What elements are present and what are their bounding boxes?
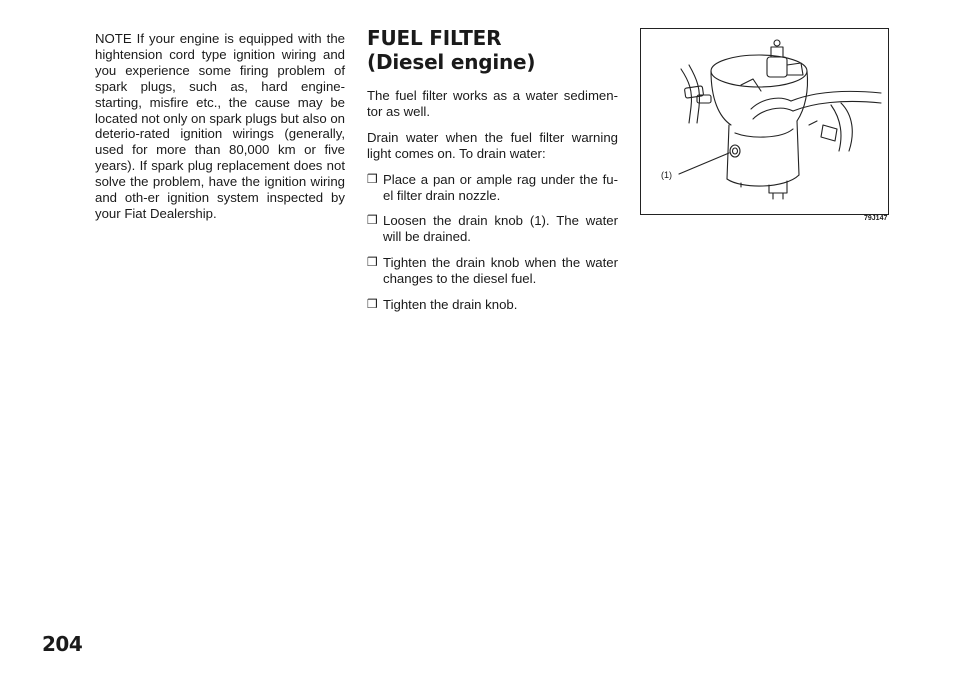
checkbox-bullet-icon: ❒ (367, 171, 378, 186)
fuel-filter-illustration-icon (641, 29, 888, 214)
drain-knob-callout: (1) (661, 170, 672, 180)
section-heading (367, 26, 618, 74)
checkbox-bullet-icon: ❒ (367, 213, 378, 228)
page-number: 204 (42, 632, 83, 656)
drain-step-text: Tighten the drain knob when the water changes to the diesel fuel. (383, 255, 618, 287)
section-title-line2: (Diesel engine) (367, 50, 536, 74)
checkbox-bullet-icon: ❒ (367, 255, 378, 270)
drain-intro-paragraph: Drain water when the fuel filter warning light comes on. To drain water: (367, 129, 618, 161)
drain-step-text: Tighten the drain knob. (383, 297, 518, 313)
drain-step (367, 297, 618, 313)
intro-paragraph: The fuel filter works as a water sedimen-tor as well. (367, 88, 618, 119)
drain-step-text: Loosen the drain knob (1). The water will be drained. (383, 213, 618, 245)
drain-steps-list (367, 172, 618, 313)
figure-code: 79J147 (864, 215, 888, 222)
ignition-note: NOTE If your engine is equipped with the hightension cord type ignition wiring and you experience some firing problem of spark plugs, such as, hard engine- starting, misfire etc., the cause may be located not only on spark plugs but also on deterio-rated ignition wirings (generally, used for more than 80,000 km or five years). If spark plug replacement does not solve the problem, have the ignition wiring and oth-er ignition system inspected by your Fiat Dealership. (95, 31, 345, 221)
drain-step (367, 213, 618, 245)
checkbox-bullet-icon: ❒ (367, 297, 378, 312)
fuel-filter-section (367, 26, 618, 323)
drain-step-text: Place a pan or ample rag under the fu-el filter drain nozzle. (383, 171, 618, 203)
drain-step (367, 255, 618, 287)
fuel-filter-figure (640, 28, 889, 215)
drain-step (367, 172, 618, 204)
section-title-line1: FUEL FILTER (367, 26, 502, 50)
note-column (95, 31, 345, 232)
